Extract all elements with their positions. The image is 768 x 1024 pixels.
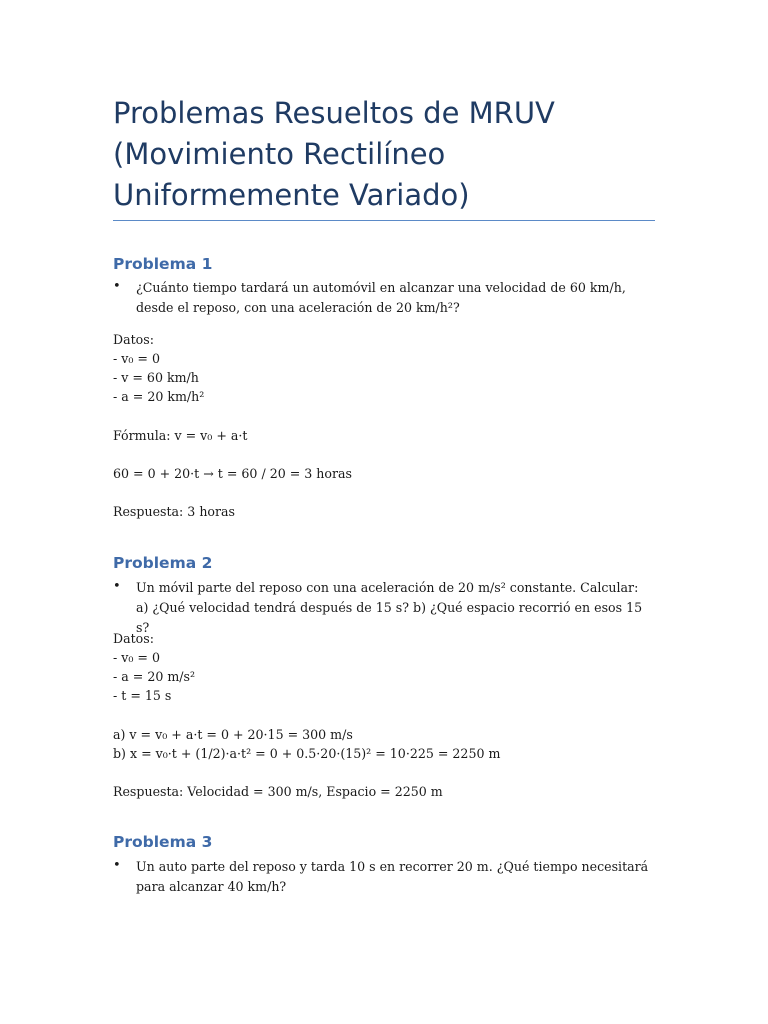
problem-1-question [113,278,653,318]
datos-item: - v₀ = 0 [113,650,160,665]
datos-label: Datos: [113,332,154,347]
problem-2-question-text: Un móvil parte del reposo con una aceleración de 20 m/s² constante. Calcular: a) ¿Qué velocidad tendrá después de 15 s? b) ¿Qué espacio recorrió en esos 15 s? [136,580,643,635]
problem-1-formula: Fórmula: v = v₀ + a·t [113,428,248,443]
bullet-icon: • [113,579,121,594]
problem-1-datos [113,330,673,406]
datos-item: - v₀ = 0 [113,351,160,366]
datos-item: - t = 15 s [113,688,172,703]
problem-3-heading: Problema 3 [113,833,213,851]
calc-b: b) x = v₀·t + (1/2)·a·t² = 0 + 0.5·20·(15)² = 10·225 = 2250 m [113,746,501,761]
problem-1-calc: 60 = 0 + 20·t → t = 60 / 20 = 3 horas [113,466,352,481]
problem-1-question-text: ¿Cuánto tiempo tardará un automóvil en alcanzar una velocidad de 60 km/h, desde el reposo, con una aceleración de 20 km/h²? [136,280,626,315]
bullet-icon: • [113,858,121,873]
datos-item: - a = 20 km/h² [113,389,205,404]
datos-item: - a = 20 m/s² [113,669,196,684]
datos-label: Datos: [113,631,154,646]
calc-a: a) v = v₀ + a·t = 0 + 20·15 = 300 m/s [113,727,353,742]
bullet-icon: • [113,279,121,294]
title-divider [113,220,655,221]
problem-2-heading: Problema 2 [113,554,213,572]
page-title: Problemas Resueltos de MRUV (Movimiento Rectilíneo Uniformemente Variado) [113,96,555,212]
datos-item: - v = 60 km/h [113,370,199,385]
problem-2-calcs [113,725,673,763]
problem-3-question [113,857,653,897]
problem-1-answer: Respuesta: 3 horas [113,504,236,519]
problem-2-answer: Respuesta: Velocidad = 300 m/s, Espacio = 2250 m [113,784,443,799]
problem-3-question-text: Un auto parte del reposo y tarda 10 s en recorrer 20 m. ¿Qué tiempo necesitará para alcanzar 40 km/h? [136,859,649,894]
problem-1-heading: Problema 1 [113,255,213,273]
problem-2-datos [113,629,673,705]
